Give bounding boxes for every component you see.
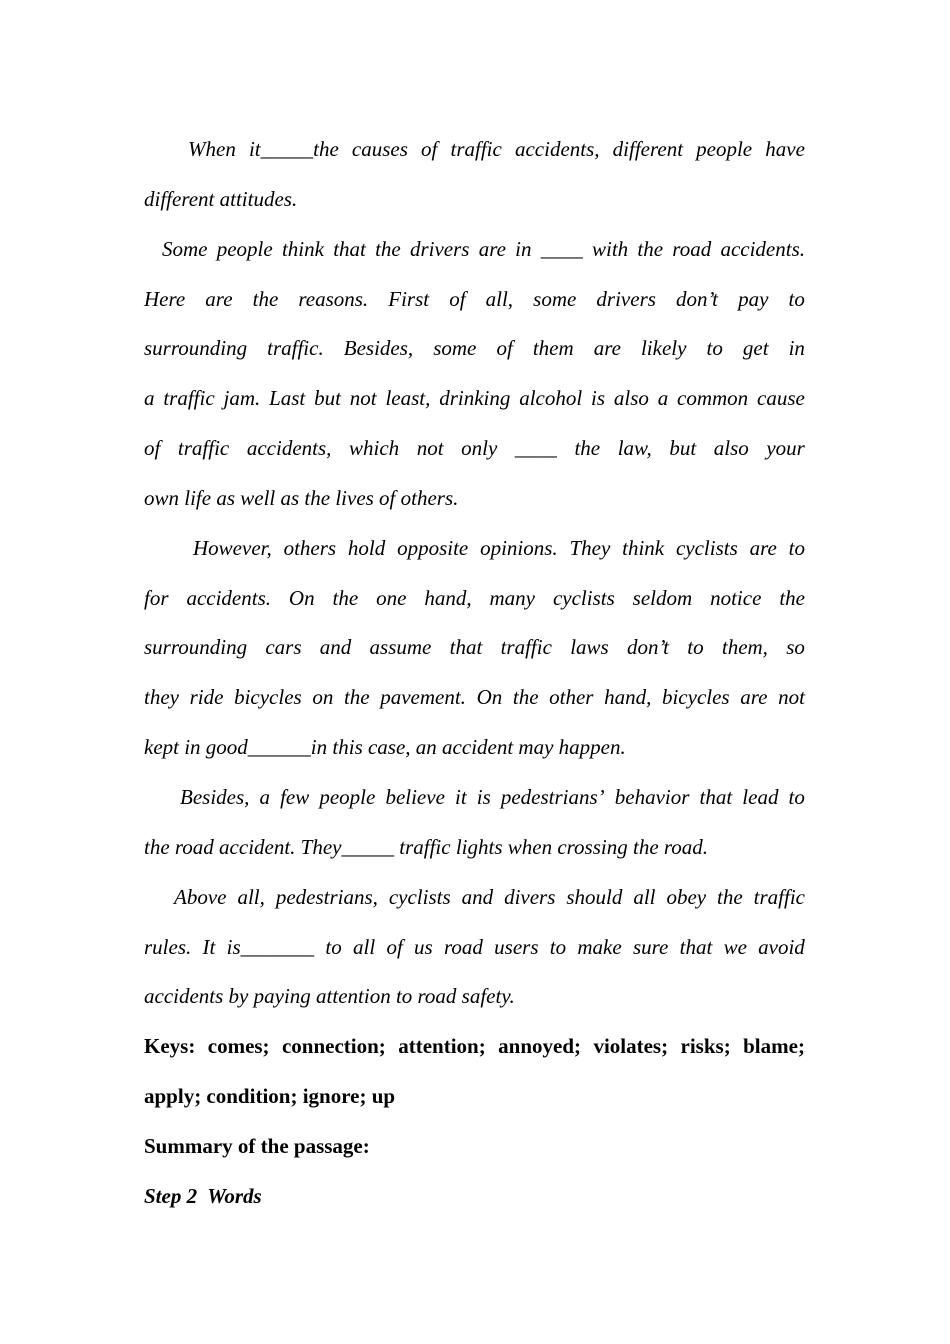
passage-line bbox=[144, 474, 805, 524]
passage-word: all bbox=[353, 934, 376, 959]
passage-word: which bbox=[348, 436, 400, 461]
passage-word: it_____the bbox=[248, 137, 339, 161]
passage-word: is bbox=[591, 386, 606, 411]
passage-word: alcohol bbox=[519, 386, 583, 411]
passage-word: people bbox=[216, 236, 273, 261]
passage-word: likely bbox=[640, 336, 687, 361]
passage-word: Here bbox=[144, 286, 186, 311]
passage-word: hand, bbox=[604, 685, 652, 710]
passage-word: traffic. bbox=[267, 336, 324, 361]
passage-word: not bbox=[349, 386, 377, 411]
passage-word: them bbox=[532, 336, 574, 361]
passage-word: When bbox=[188, 137, 236, 161]
passage-word: a bbox=[259, 784, 270, 809]
passage-word: us bbox=[414, 934, 433, 959]
passage-word: reasons. bbox=[298, 286, 369, 311]
passage-word: others bbox=[283, 535, 337, 560]
passage-word: have bbox=[765, 137, 805, 161]
passage-word: don’t bbox=[676, 286, 719, 311]
passage-line-text: the road accident. They_____ traffic lights when crossing the road. bbox=[144, 834, 709, 859]
passage-word: your bbox=[766, 436, 805, 461]
passage-word: to bbox=[687, 635, 704, 660]
passage-word: bicycles bbox=[661, 685, 730, 710]
passage-word: Some bbox=[162, 236, 208, 261]
passage-word: ____ bbox=[540, 236, 583, 261]
passage-word: people bbox=[696, 137, 753, 161]
passage-word: not bbox=[416, 436, 444, 461]
passage-word: to bbox=[325, 934, 342, 959]
passage-word: the bbox=[512, 685, 539, 710]
passage-word: opposite bbox=[397, 535, 469, 560]
passage-word: divers bbox=[504, 884, 556, 909]
passage-word: the bbox=[332, 585, 359, 610]
passage-word: few bbox=[280, 784, 310, 809]
passage-word: law, bbox=[617, 436, 652, 461]
step-heading-text: Step 2 Words bbox=[144, 1183, 262, 1208]
summary-heading-text: Summary of the passage: bbox=[144, 1133, 370, 1158]
passage-word: cars bbox=[265, 635, 302, 660]
passage-line-text: kept in good______in this case, an accident may happen. bbox=[144, 735, 626, 760]
keys-line-1 bbox=[144, 1022, 805, 1072]
passage-word: accidents. bbox=[186, 585, 271, 610]
passage-line bbox=[144, 574, 805, 624]
passage-word: and bbox=[319, 635, 352, 660]
passage-word: pay bbox=[738, 286, 769, 311]
passage-word: also bbox=[713, 436, 749, 461]
passage-word: seldom bbox=[632, 585, 693, 610]
passage-line bbox=[144, 723, 805, 773]
passage-word: a bbox=[657, 386, 669, 411]
passage-word: cyclists bbox=[388, 884, 451, 909]
passage-word: to bbox=[706, 336, 723, 361]
passage-word: hand, bbox=[424, 585, 472, 610]
passage-word: many bbox=[489, 585, 536, 610]
passage-line bbox=[144, 175, 805, 225]
passage-word: is_______ bbox=[226, 934, 315, 959]
passage-word: least, bbox=[385, 386, 431, 411]
passage-word: cause bbox=[757, 386, 805, 411]
keys-word: Keys: bbox=[144, 1034, 196, 1059]
keys-word: comes; bbox=[207, 1034, 270, 1059]
passage-line bbox=[144, 873, 805, 923]
passage-word: users bbox=[494, 934, 539, 959]
passage-word: that bbox=[333, 236, 366, 261]
passage-word: to bbox=[788, 535, 805, 560]
passage-word: not bbox=[778, 685, 805, 710]
passage-word: road bbox=[672, 236, 712, 261]
passage-word: pavement. bbox=[380, 685, 466, 710]
passage-line bbox=[144, 823, 805, 873]
passage-word: on bbox=[312, 685, 334, 710]
passage-word: think bbox=[281, 236, 324, 261]
passage-word: believe bbox=[385, 784, 445, 809]
passage-line bbox=[144, 275, 805, 325]
passage-word: avoid bbox=[758, 934, 805, 959]
passage-word: to bbox=[549, 934, 567, 959]
passage-word: other bbox=[549, 685, 594, 710]
passage-word: a bbox=[144, 386, 155, 411]
keys-word: blame; bbox=[743, 1034, 805, 1059]
passage-word: drivers bbox=[409, 236, 470, 261]
passage-word: drivers bbox=[596, 286, 656, 311]
passage-line bbox=[144, 623, 805, 673]
passage-word: cyclists bbox=[675, 535, 738, 560]
passage-word: drinking bbox=[439, 386, 511, 411]
passage-word: all bbox=[633, 884, 656, 909]
passage-word: only bbox=[461, 436, 498, 461]
passage-text-block bbox=[144, 125, 805, 1222]
passage-word: in bbox=[515, 236, 532, 261]
summary-heading bbox=[144, 1122, 805, 1172]
passage-word: rules. bbox=[144, 934, 192, 959]
passage-word: them, bbox=[721, 635, 768, 660]
passage-word: Besides, bbox=[343, 336, 414, 361]
passage-word: pedestrians, bbox=[275, 884, 378, 909]
passage-line bbox=[144, 374, 805, 424]
passage-line bbox=[144, 324, 805, 374]
passage-word: of bbox=[386, 934, 403, 959]
passage-word: However, bbox=[193, 535, 272, 560]
passage-word: is bbox=[476, 784, 491, 809]
passage-line bbox=[144, 125, 805, 175]
passage-word: Besides, bbox=[180, 784, 250, 809]
passage-word: some bbox=[533, 286, 577, 311]
passage-line bbox=[144, 923, 805, 973]
passage-line bbox=[144, 424, 805, 474]
passage-word: opinions. bbox=[480, 535, 558, 560]
passage-word: should bbox=[566, 884, 623, 909]
passage-line bbox=[144, 225, 805, 275]
passage-word: but bbox=[314, 386, 341, 411]
passage-word: are bbox=[478, 236, 506, 261]
passage-word: that bbox=[449, 635, 483, 660]
keys-line-2 bbox=[144, 1072, 805, 1122]
keys-word: risks; bbox=[680, 1034, 731, 1059]
passage-word: of bbox=[144, 436, 161, 461]
passage-word: in bbox=[788, 336, 805, 361]
passage-line bbox=[144, 524, 805, 574]
passage-line-text: accidents by paying attention to road safety. bbox=[144, 984, 515, 1009]
keys-word: violates; bbox=[593, 1034, 669, 1059]
passage-word: the bbox=[574, 436, 601, 461]
passage-word: Last bbox=[269, 386, 306, 411]
passage-word: think bbox=[622, 535, 665, 560]
passage-word: the bbox=[637, 236, 664, 261]
passage-word: of bbox=[421, 137, 438, 161]
passage-word: Above bbox=[174, 884, 227, 909]
passage-word: people bbox=[319, 784, 376, 809]
passage-word: First bbox=[388, 286, 430, 311]
passage-line bbox=[144, 773, 805, 823]
passage-word: we bbox=[723, 934, 747, 959]
passage-word: different bbox=[612, 137, 684, 161]
passage-word: ____ bbox=[514, 436, 557, 461]
passage-word: pedestrians’ bbox=[500, 784, 605, 809]
passage-word: accidents. bbox=[720, 236, 805, 261]
passage-word: of bbox=[449, 286, 466, 311]
passage-word: laws bbox=[570, 635, 609, 660]
passage-word: accidents, bbox=[514, 137, 600, 161]
passage-word: to bbox=[788, 784, 805, 809]
passage-word: are bbox=[740, 685, 768, 710]
passage-word: ride bbox=[189, 685, 224, 710]
passage-word: accidents, bbox=[246, 436, 332, 461]
passage-word: On bbox=[288, 585, 315, 610]
step-heading bbox=[144, 1172, 805, 1222]
passage-word: lead bbox=[742, 784, 779, 809]
keys-word: connection; bbox=[281, 1034, 386, 1059]
passage-word: common bbox=[677, 386, 749, 411]
passage-word: the bbox=[779, 585, 805, 610]
passage-word: the bbox=[252, 286, 279, 311]
passage-word: obey bbox=[666, 884, 707, 909]
passage-word: assume bbox=[369, 635, 432, 660]
passage-paragraphs bbox=[144, 125, 805, 1022]
passage-word: traffic bbox=[450, 137, 502, 161]
passage-word: They bbox=[569, 535, 611, 560]
passage-word: cyclists bbox=[552, 585, 615, 610]
passage-word: are bbox=[593, 336, 621, 361]
passage-word: notice bbox=[710, 585, 762, 610]
passage-word: one bbox=[376, 585, 407, 610]
passage-word: road bbox=[444, 934, 483, 959]
passage-word: behavior bbox=[614, 784, 690, 809]
passage-word: that bbox=[699, 784, 733, 809]
passage-word: for bbox=[144, 585, 169, 610]
passage-word: It bbox=[202, 934, 216, 959]
passage-word: sure bbox=[632, 934, 669, 959]
passage-word: the bbox=[343, 685, 370, 710]
passage-word: also bbox=[613, 386, 649, 411]
passage-word: the bbox=[375, 236, 401, 261]
passage-word: make bbox=[577, 934, 622, 959]
passage-word: surrounding bbox=[144, 336, 248, 361]
passage-word: that bbox=[679, 934, 713, 959]
passage-word: traffic bbox=[177, 436, 230, 461]
passage-word: traffic bbox=[163, 386, 215, 411]
passage-word: so bbox=[786, 635, 805, 660]
passage-word: get bbox=[742, 336, 769, 361]
passage-line-text: different attitudes. bbox=[144, 186, 298, 211]
keys-word: attention; bbox=[398, 1034, 486, 1059]
passage-word: and bbox=[461, 884, 494, 909]
passage-word: traffic bbox=[500, 635, 552, 660]
passage-word: traffic bbox=[753, 884, 805, 909]
passage-word: but bbox=[669, 436, 697, 461]
passage-word: are bbox=[749, 535, 777, 560]
passage-word: all, bbox=[485, 286, 514, 311]
passage-word: jam. bbox=[223, 386, 261, 411]
passage-word: the bbox=[717, 884, 743, 909]
passage-word: On bbox=[476, 685, 503, 710]
passage-word: it bbox=[454, 784, 467, 809]
passage-word: hold bbox=[347, 535, 386, 560]
passage-word: causes bbox=[351, 137, 408, 161]
passage-word: all, bbox=[237, 884, 265, 909]
passage-word: bicycles bbox=[234, 685, 302, 710]
passage-word: they bbox=[144, 685, 179, 710]
passage-word: some bbox=[433, 336, 477, 361]
passage-word: with bbox=[591, 236, 629, 261]
passage-word: don’t bbox=[626, 635, 669, 660]
passage-line bbox=[144, 972, 805, 1022]
keys-line-2-text: apply; condition; ignore; up bbox=[144, 1084, 396, 1109]
passage-line-text: own life as well as the lives of others. bbox=[144, 485, 459, 510]
passage-word: are bbox=[205, 286, 233, 311]
passage-word: to bbox=[788, 286, 805, 311]
passage-line bbox=[144, 673, 805, 723]
keys-word: annoyed; bbox=[498, 1034, 582, 1059]
passage-word: of bbox=[496, 336, 513, 361]
passage-word: surrounding bbox=[144, 635, 248, 660]
